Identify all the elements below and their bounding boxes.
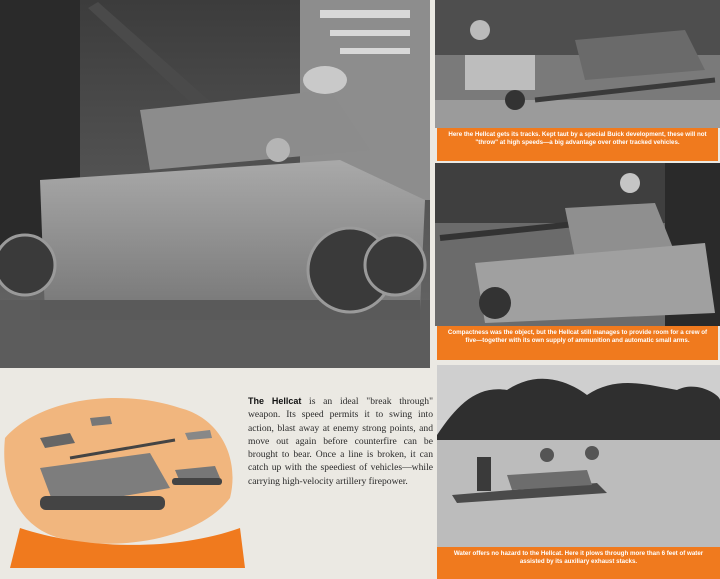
tracks-photo	[435, 0, 720, 128]
intro-text	[248, 395, 433, 488]
water-caption: Water offers no hazard to the Hellcat. Here it plows through more than 6 feet of water assisted by its auxiliary exhaust stacks.	[437, 547, 720, 579]
water-image	[437, 365, 720, 547]
tracks-caption: Here the Hellcat gets its tracks. Kept taut by a special Buick development, these will not "throw" at high speeds—a big advantage over other tracked vehicles.	[437, 128, 718, 161]
compact-caption: Compactness was the object, but the Hellcat still manages to provide room for a crew of five—together with its own supply of ammunition and automatic small arms.	[437, 326, 718, 360]
intro-lead: The Hellcat	[248, 396, 302, 406]
compact-photo	[435, 163, 720, 326]
intro-body: is an ideal "break through" weapon. Its speed permits it to swing into action, blast away at enemy strong points, and move out again before counterfire can be brought to bear. Once a line is broken, it can catch up with the speediest of vehicles—while carrying high-velocity artillery firepower.	[248, 396, 434, 487]
main-tank-photo	[0, 0, 430, 368]
tracks-image	[435, 0, 720, 128]
hellcat-illustration	[0, 378, 245, 568]
water-photo	[437, 365, 720, 547]
illustration-image	[0, 378, 245, 568]
main-tank-image	[0, 0, 430, 368]
compact-image	[435, 163, 720, 326]
